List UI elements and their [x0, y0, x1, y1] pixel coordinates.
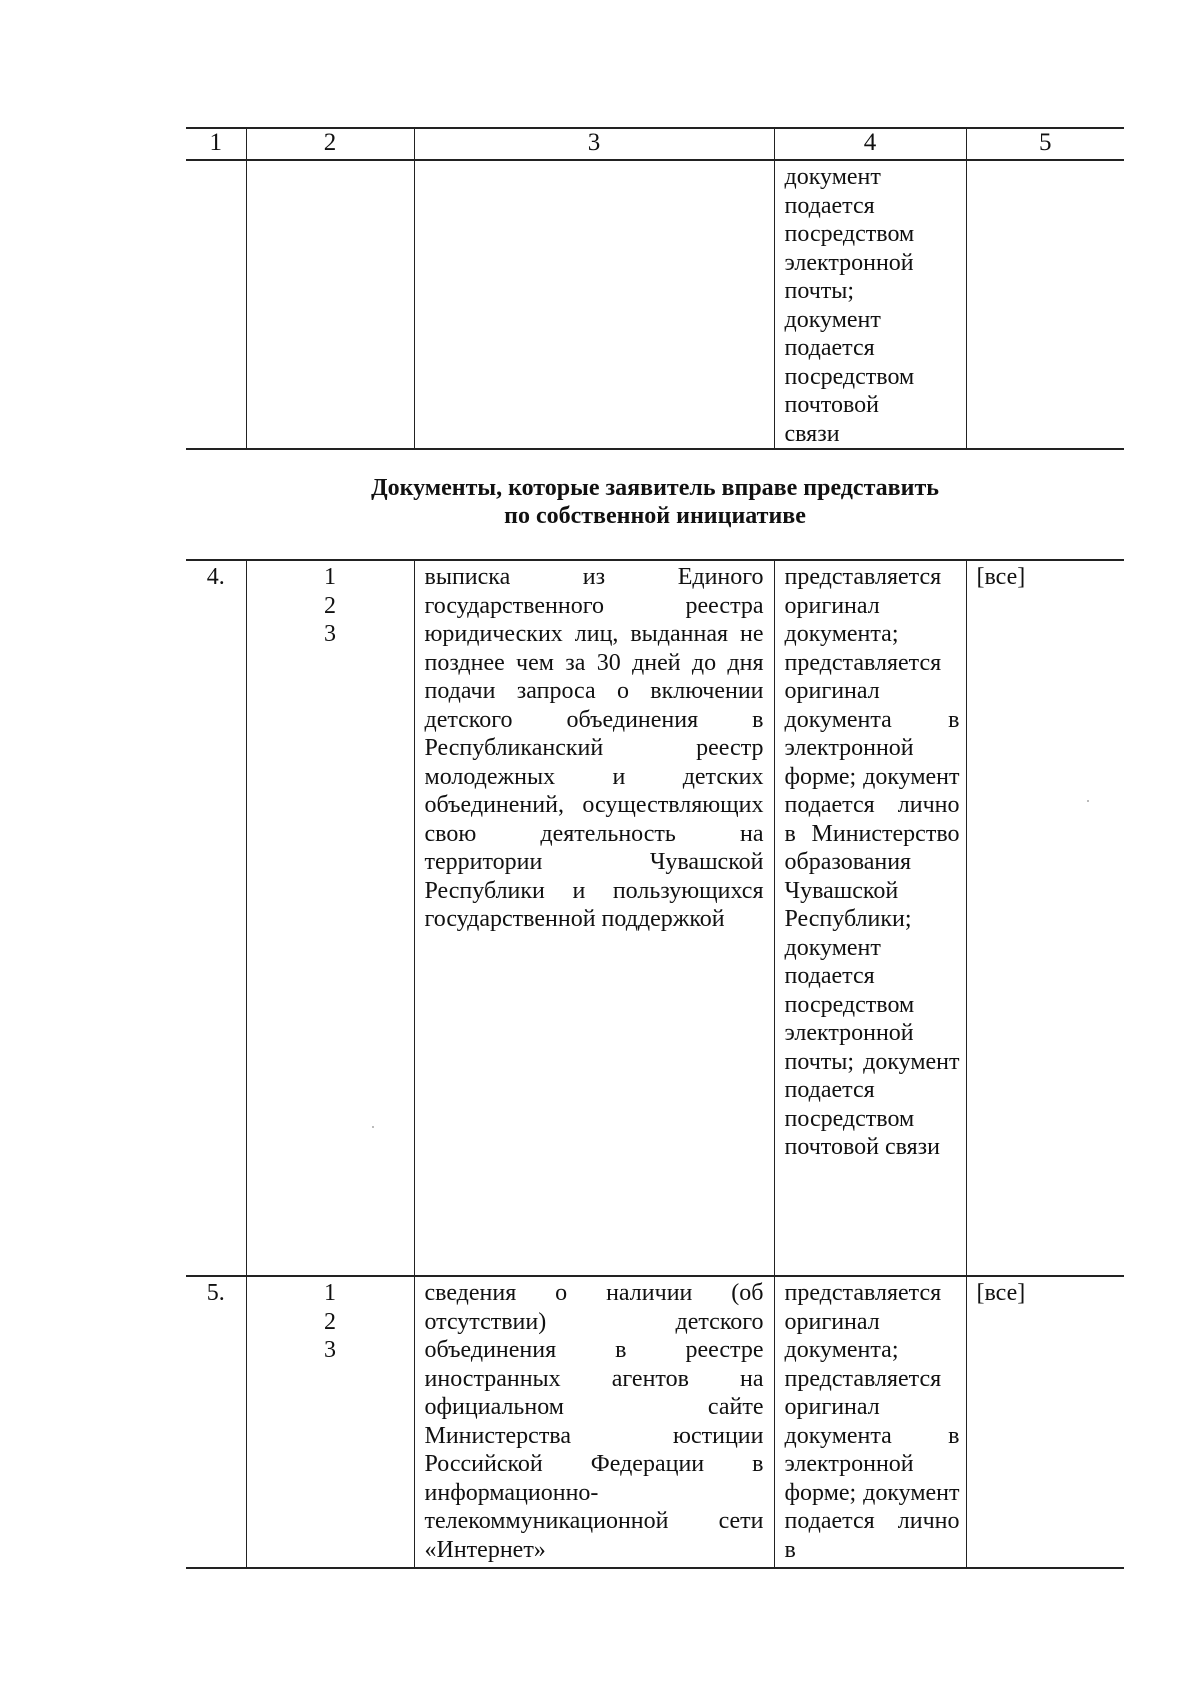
text-line: почты;	[784, 278, 855, 304]
cell-code	[246, 160, 414, 449]
table-continuation	[186, 127, 1124, 450]
text-line: подается	[784, 335, 875, 361]
cell-num: 5.	[186, 1276, 246, 1568]
cell-who: [все]	[966, 560, 1124, 1276]
code-line: 3	[324, 1337, 336, 1363]
header-cell-4: 4	[774, 128, 966, 160]
cell-submission	[774, 160, 966, 449]
cell-num	[186, 160, 246, 449]
header-cell-1: 1	[186, 128, 246, 160]
cell-code	[246, 1276, 414, 1568]
cell-who	[966, 160, 1124, 449]
code-line: 1	[324, 1280, 336, 1306]
cell-submission: представляется оригинал документа; представляется оригинал документа в электронной форме; документ подается лично в	[774, 1276, 966, 1568]
cell-code	[246, 560, 414, 1276]
section-title-line-2: по собственной инициативе	[504, 503, 806, 529]
scan-artifact	[372, 1126, 374, 1128]
scan-artifact	[1087, 800, 1089, 802]
text-line: почтовой	[784, 392, 879, 418]
header-cell-3: 3	[414, 128, 774, 160]
text-line: посредством	[784, 221, 915, 247]
code-line: 1	[324, 564, 336, 590]
text-line: электронной	[784, 249, 914, 276]
table-header-row	[186, 128, 1124, 160]
table-row	[186, 160, 1124, 449]
table-row	[186, 1276, 1124, 1568]
cell-description	[414, 160, 774, 449]
header-cell-2: 2	[246, 128, 414, 160]
text-line: связи	[784, 420, 840, 447]
cell-who: [все]	[966, 1276, 1124, 1568]
section-title-line-1: Документы, которые заявитель вправе представить	[371, 475, 939, 501]
text-line: подается	[784, 192, 875, 219]
text-line: документ	[784, 306, 881, 333]
table-row	[186, 560, 1124, 1276]
header-cell-5: 5	[966, 128, 1124, 160]
cell-num: 4.	[186, 560, 246, 1276]
cell-submission: представляется оригинал документа; представляется оригинал документа в электронной форме; документ подается лично в Министерство образования Чувашской Республики; документ подается посредством электронной почты; документ подается посредством почтовой связи	[774, 560, 966, 1276]
code-line: 2	[324, 592, 336, 619]
table-documents	[186, 559, 1124, 1569]
code-line: 3	[324, 621, 336, 647]
text-line: посредством	[784, 363, 915, 390]
cell-description: сведения о наличии (об отсутствии) детского объединения в реестре иностранных агентов на официальном сайте Министерства юстиции Российской Федерации в информационно-телекоммуникационной сети «Интернет»	[414, 1276, 774, 1568]
text-line: документ	[784, 164, 881, 190]
cell-description: выписка из Единого государственного реестра юридических лиц, выданная не позднее чем за 30 дней до дня подачи запроса о включении детского объединения в Республиканский реестр молодежных и детских объединений, осуществляющих свою деятельность на территории Чувашской Республики и пользующихся государственной поддержкой	[414, 560, 774, 1276]
code-line: 2	[324, 1308, 336, 1335]
section-title	[186, 474, 1124, 530]
